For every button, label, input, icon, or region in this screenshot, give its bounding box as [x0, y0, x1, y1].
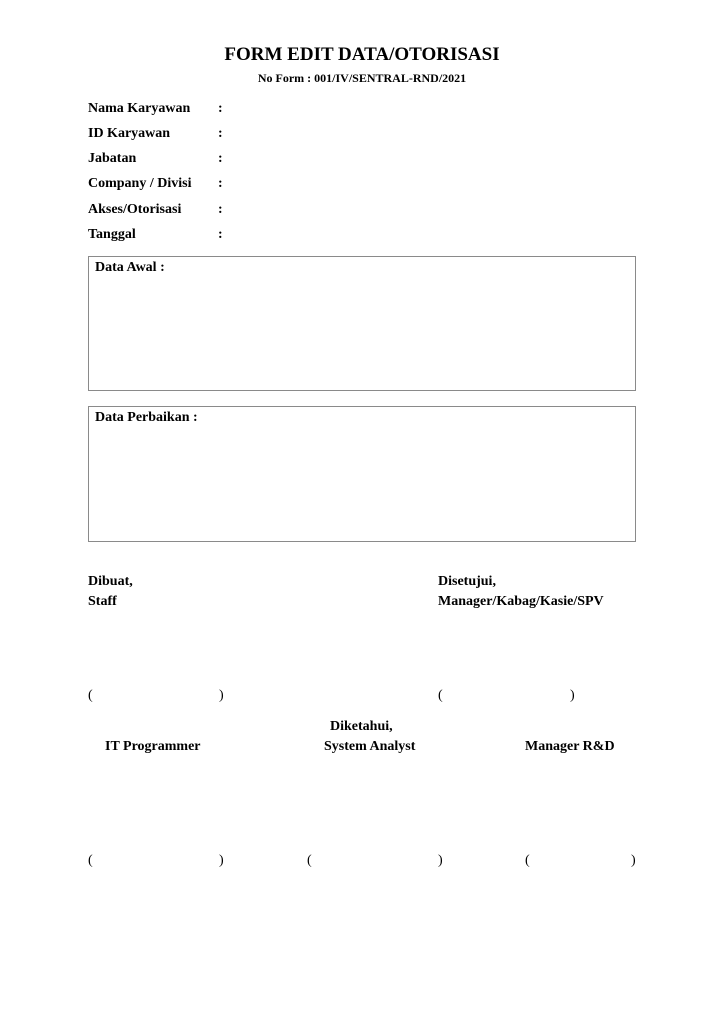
signature-close-paren: ) — [438, 853, 443, 868]
signature-open-paren: ( — [307, 853, 312, 868]
signature-open-paren: ( — [88, 688, 93, 703]
system-analyst-label: System Analyst — [324, 739, 416, 754]
signature-open-paren: ( — [438, 688, 443, 703]
form-number: No Form : 001/IV/SENTRAL-RND/2021 — [257, 71, 467, 85]
field-colon: : — [218, 151, 223, 166]
field-label-tanggal: Tanggal — [88, 227, 136, 242]
data-awal-box[interactable] — [88, 256, 636, 391]
signature-close-paren: ) — [219, 688, 224, 703]
field-label-company-divisi: Company / Divisi — [88, 176, 192, 191]
field-colon: : — [218, 227, 223, 242]
signature-close-paren: ) — [570, 688, 575, 703]
field-label-nama-karyawan: Nama Karyawan — [88, 101, 191, 116]
signature-close-paren: ) — [631, 853, 636, 868]
data-awal-label: Data Awal : — [95, 260, 165, 275]
dibuat-label: Dibuat, — [88, 574, 133, 589]
field-colon: : — [218, 101, 223, 116]
manager-group-label: Manager/Kabag/Kasie/SPV — [438, 594, 604, 609]
field-colon: : — [218, 202, 223, 217]
data-perbaikan-label: Data Perbaikan : — [95, 410, 198, 425]
field-colon: : — [218, 176, 223, 191]
diketahui-label: Diketahui, — [330, 719, 393, 734]
field-label-id-karyawan: ID Karyawan — [88, 126, 171, 141]
form-title: FORM EDIT DATA/OTORISASI — [224, 44, 500, 65]
it-programmer-label: IT Programmer — [105, 739, 201, 754]
disetujui-label: Disetujui, — [438, 574, 496, 589]
signature-open-paren: ( — [88, 853, 93, 868]
manager-rnd-label: Manager R&D — [525, 739, 615, 754]
staff-label: Staff — [88, 594, 117, 609]
signature-open-paren: ( — [525, 853, 530, 868]
field-colon: : — [218, 126, 223, 141]
data-perbaikan-box[interactable] — [88, 406, 636, 542]
field-label-akses-otorisasi: Akses/Otorisasi — [88, 202, 182, 217]
field-label-jabatan: Jabatan — [88, 151, 137, 166]
signature-close-paren: ) — [219, 853, 224, 868]
